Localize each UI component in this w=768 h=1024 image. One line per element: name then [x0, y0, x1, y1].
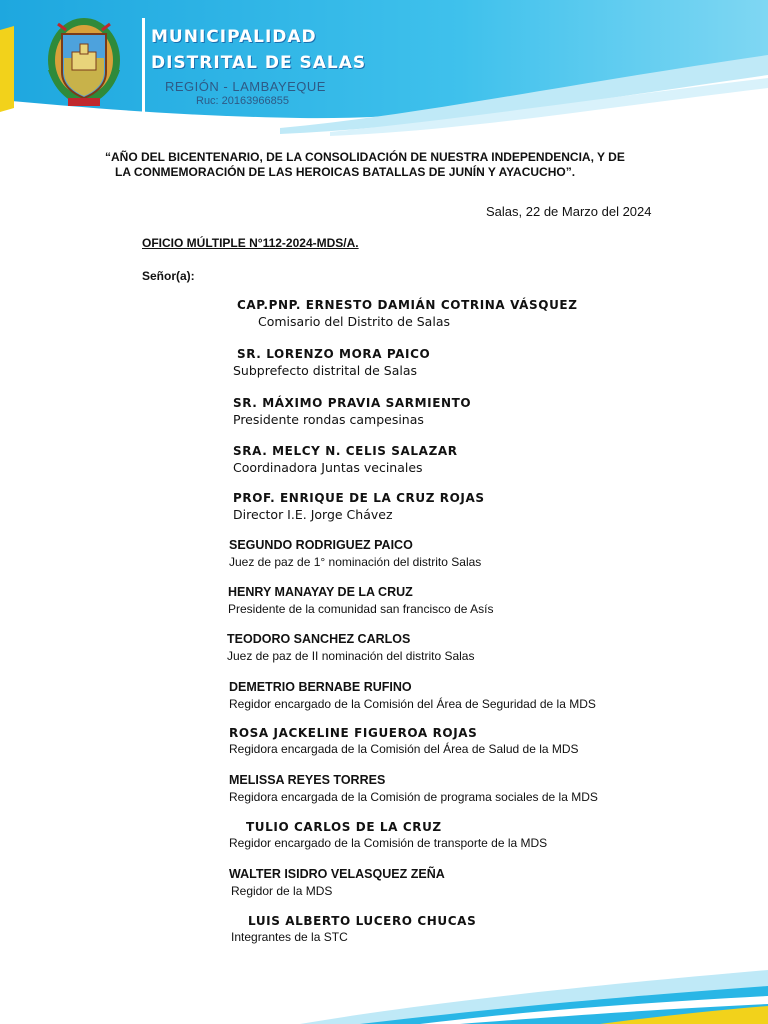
- recipient-name: LUIS ALBERTO LUCERO CHUCAS: [248, 914, 477, 928]
- year-motto: [105, 150, 685, 180]
- recipient-role: Regidor encargado de la Comisión de transporte de la MDS: [229, 836, 548, 850]
- footer-banner: [0, 960, 768, 1024]
- recipient-name: ROSA JACKELINE FIGUEROA ROJAS: [229, 726, 478, 740]
- recipient-item: [229, 726, 579, 756]
- recipient-item: [227, 632, 474, 663]
- recipient-item: [233, 491, 485, 522]
- recipient-name: PROF. ENRIQUE DE LA CRUZ ROJAS: [233, 491, 485, 505]
- recipient-name: DEMETRIO BERNABE RUFINO: [229, 680, 412, 694]
- recipient-name: TEODORO SANCHEZ CARLOS: [227, 632, 411, 646]
- recipient-item: [237, 298, 578, 329]
- year-motto-line1: “AÑO DEL BICENTENARIO, DE LA CONSOLIDACIÓN DE NUESTRA INDEPENDENCIA, Y DE: [105, 150, 625, 164]
- recipient-role: Integrantes de la STC: [231, 930, 348, 944]
- recipient-name: MELISSA REYES TORRES: [229, 773, 386, 787]
- ruc-label: Ruc: 20163966855: [196, 95, 289, 107]
- recipient-name: HENRY MANAYAY DE LA CRUZ: [228, 585, 413, 599]
- recipient-role: Presidente rondas campesinas: [233, 412, 424, 427]
- recipient-item: [233, 347, 431, 378]
- recipient-role: Juez de paz de 1° nominación del distrito Salas: [229, 555, 482, 569]
- recipient-item: [233, 444, 458, 475]
- oficio-number: OFICIO MÚLTIPLE N°112-2024-MDS/A.: [142, 236, 359, 250]
- municipality-name-line2: DISTRITAL DE SALAS: [151, 53, 367, 73]
- recipient-name: SRA. MELCY N. CELIS SALAZAR: [233, 444, 458, 458]
- recipient-role: Comisario del Distrito de Salas: [258, 314, 450, 329]
- recipient-item: [229, 820, 547, 850]
- recipient-name: CAP.PNP. ERNESTO DAMIÁN COTRINA VÁSQUEZ: [237, 298, 578, 312]
- municipal-crest-logo: [44, 14, 124, 110]
- recipient-name: SR. MÁXIMO PRAVIA SARMIENTO: [233, 396, 472, 410]
- region-label: REGIÓN - LAMBAYEQUE: [165, 79, 326, 94]
- recipient-item: [229, 538, 481, 569]
- recipient-role: Regidora encargada de la Comisión de programa sociales de la MDS: [229, 790, 598, 804]
- recipient-role: Director I.E. Jorge Chávez: [233, 507, 393, 522]
- recipient-item: [231, 914, 476, 944]
- salutation: Señor(a):: [142, 269, 195, 283]
- recipient-role: Subprefecto distrital de Salas: [233, 363, 418, 378]
- recipient-role: Regidor encargado de la Comisión del Área de Seguridad de la MDS: [229, 697, 596, 711]
- recipient-name: SEGUNDO RODRIGUEZ PAICO: [229, 538, 413, 552]
- recipient-role: Regidor de la MDS: [231, 884, 333, 898]
- recipient-name: SR. LORENZO MORA PAICO: [237, 347, 431, 361]
- recipient-item: [229, 680, 596, 711]
- recipient-role: Presidente de la comunidad san francisco de Asís: [228, 602, 494, 616]
- recipient-role: Coordinadora Juntas vecinales: [233, 460, 423, 475]
- date-line: Salas, 22 de Marzo del 2024: [486, 204, 652, 219]
- recipient-item: [228, 585, 494, 616]
- recipient-item: [229, 773, 598, 804]
- recipient-item: [229, 867, 445, 898]
- recipient-item: [233, 396, 471, 427]
- recipient-role: Juez de paz de II nominación del distrito Salas: [227, 649, 475, 663]
- header-divider: [142, 18, 145, 114]
- year-motto-line2: LA CONMEMORACIÓN DE LAS HEROICAS BATALLAS DE JUNÍN Y AYACUCHO”.: [115, 165, 576, 179]
- municipality-name-line1: MUNICIPALIDAD: [151, 27, 317, 47]
- recipient-name: WALTER ISIDRO VELASQUEZ ZEÑA: [229, 867, 445, 881]
- recipient-name: TULIO CARLOS DE LA CRUZ: [246, 820, 442, 834]
- recipient-role: Regidora encargada de la Comisión del Área de Salud de la MDS: [229, 742, 579, 756]
